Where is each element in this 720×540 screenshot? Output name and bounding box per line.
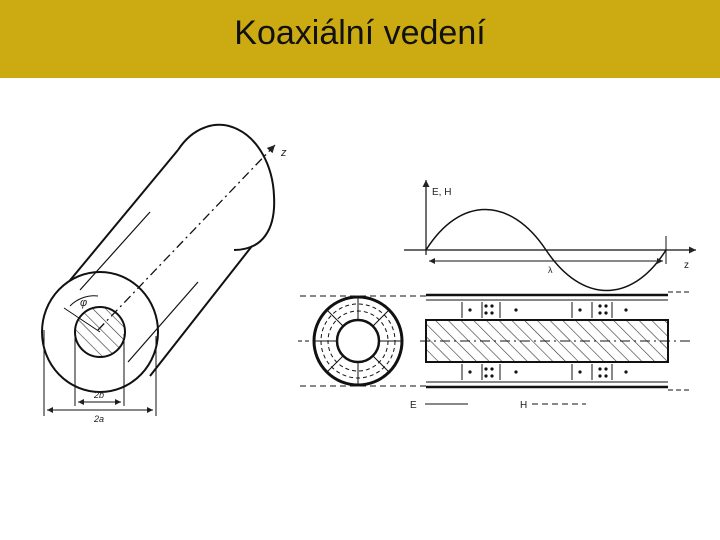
angle-label: φ (80, 297, 88, 309)
legend-h-label: H (520, 400, 528, 411)
cylinder-axis-label: z (281, 147, 287, 159)
wave-x-axis-label: z (684, 260, 689, 271)
page-title: Koaxiální vedení (234, 14, 486, 52)
inner-diameter-label: 2b (94, 390, 105, 400)
wavelength-label: λ (548, 265, 553, 275)
coax-cross-section (298, 296, 426, 386)
legend-e-label: E (410, 400, 417, 411)
coax-cylinder-3d (42, 125, 275, 416)
outer-diameter-label: 2a (94, 414, 105, 424)
wave-y-axis-label: E, H (432, 187, 452, 198)
coax-longitudinal-section (420, 292, 690, 390)
